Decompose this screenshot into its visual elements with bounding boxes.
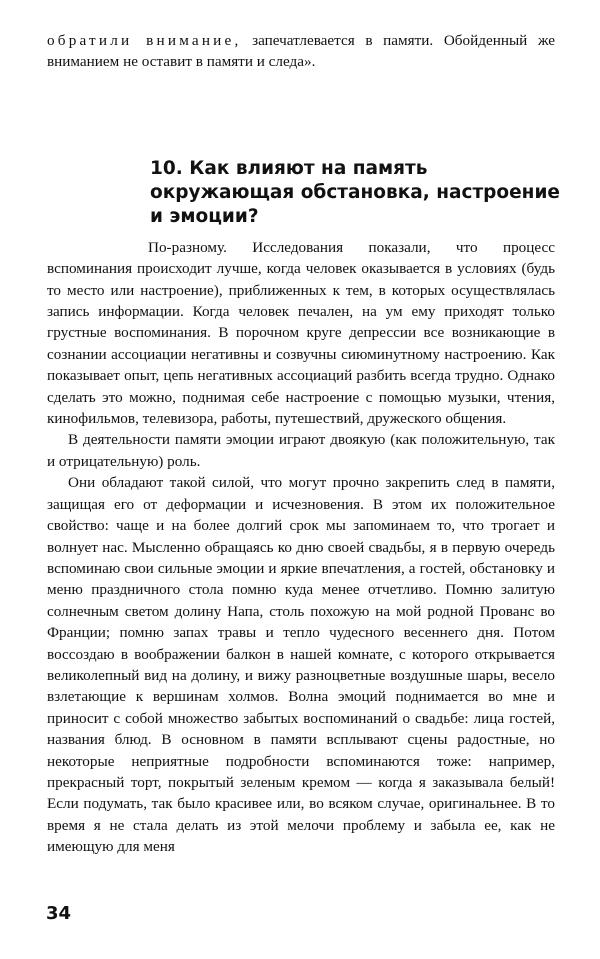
heading-line-3: и эмоции? — [150, 205, 259, 227]
body-paragraph-3: Они обладают такой силой, что могут прочно закрепить след в памяти, защищая его от деформации и исчезновения. В этом их положительное свойство: чаще и на более долгий срок мы запоминаем то, что трогает и волнует нас. Мысленно обращаясь ко дню своей свадьбы, я в первую очередь вспоминаю свои сильные эмоции и яркие впечатления, а гостей, обстановку и меню праздничного стола помню куда менее отчетливо. Помню залитую солнечным светом долину Напа, столь похожую на мой родной Прованс во Франции; помню запах травы и тепло чудесного весеннего дня. Потом воссоздаю в воображении балкон в нашей комнате, с которого открывается великолепный вид на долину, и вижу разноцветные воздушные шары, весело взлетающие к вершинам холмов. Волна эмоций поднимается во мне и приносит с собой множество забытых воспоминаний о свадьбе: лица гостей, названия блюд. В основном в памяти всплывают сцены радостные, но некоторые неприятные подробности вспоминаются тоже: например, прекрасный торт, покрытый зеленым кремом — когда я заказывала белый! Если подумать, так было красивее или, во всяком случае, оригинальнее. В то время я не стала делать из этой мелочи проблему и забыла ее, как не имеющую для меня — [47, 474, 555, 856]
top-paragraph-text: запечатлевается в памяти. Обойденный же вниманием не оставит в памяти и следа». — [47, 32, 555, 71]
top-paragraph — [47, 30, 555, 73]
heading-line-1: 10. Как влияют на память — [150, 157, 428, 179]
body-paragraph-1: По-разному. Исследования показали, что процесс вспоминания происходит лучше, когда человек оказывается в условиях (будь то место или настроение), приближенных к тем, в которых осуществлялась запись информации. Когда человек печален, на ум ему приходят только грустные воспоминания. В порочном круге депрессии все возникающие в сознании ассоциации негативны и созвучны сиюминутному настроению. Как показывает опыт, цепь негативных ассоциаций разбить всегда трудно. Однако сделать это можно, поднимая себе настроение с помощью музыки, чтения, кинофильмов, телевизора, работы, путешествий, дружеского общения. — [47, 238, 555, 428]
section-heading — [150, 157, 560, 229]
page-content — [47, 30, 560, 858]
top-text-block — [47, 30, 555, 73]
heading-line-2: окружающая обстановка, настроение — [150, 181, 560, 203]
body-paragraph-2: В деятельности памяти эмоции играют двоякую (как положительную, так и отрицательную) роль. — [47, 431, 555, 470]
page-number: 34 — [46, 903, 72, 924]
main-text-block — [47, 237, 555, 858]
spaced-emphasis-text: обратили внимание, — [47, 32, 242, 49]
